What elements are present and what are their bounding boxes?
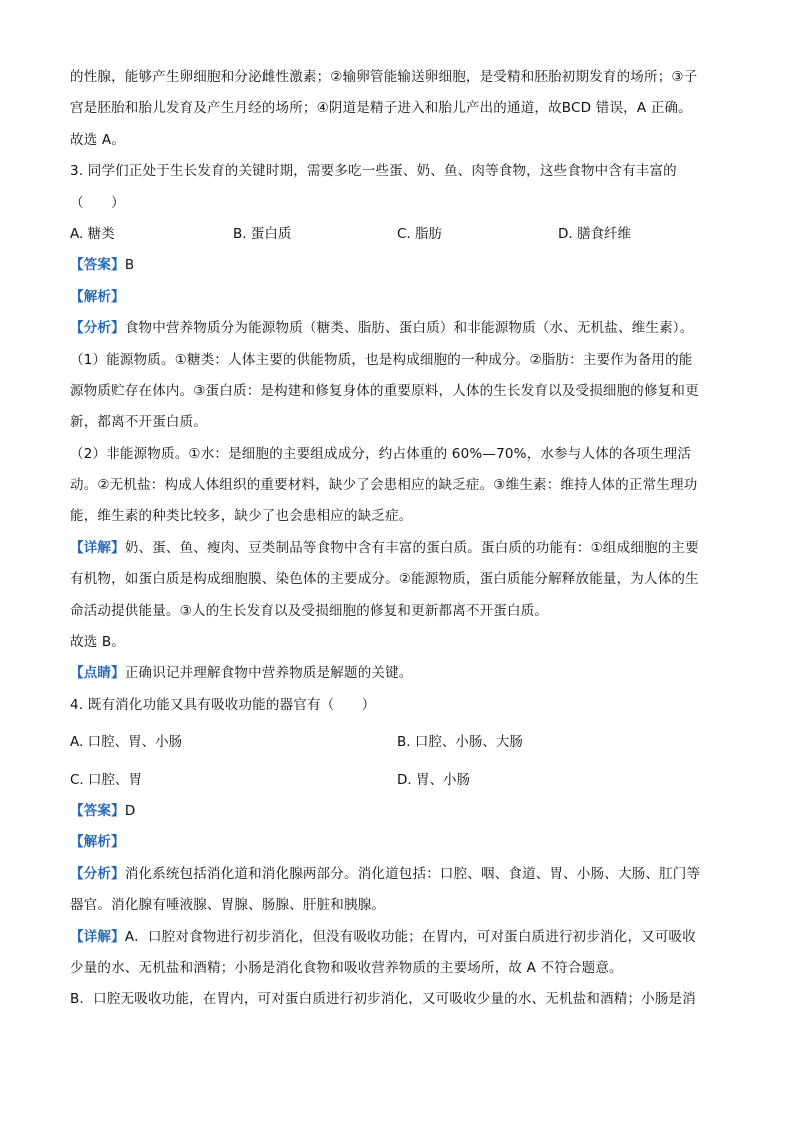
text-line: 动。②无机盐：构成人体组织的重要材料，缺少了会患相应的缺乏症。③维生素：维持人体的正常生理功	[70, 477, 698, 494]
option-a: A. 口腔、胃、小肠	[70, 734, 183, 751]
text-line: 故选 A。	[70, 131, 126, 148]
text-line: 的性腺，能够产生卵细胞和分泌雌性激素；②输卵管能输送卵细胞，是受精和胚胎初期发育的场所；③子	[70, 69, 698, 85]
text-line: 能，维生素的种类比较多，缺少了也会患相应的缺乏症。	[70, 508, 413, 525]
option-d: D. 胃、小肠	[397, 771, 470, 788]
text-line: 新，都离不开蛋白质。	[70, 414, 207, 431]
detail-line: 【详解】奶、蛋、鱼、瘦肉、豆类制品等食物中含有丰富的蛋白质。蛋白质的功能有：①组成细胞的主要	[70, 539, 699, 556]
analysis-heading: 【解析】	[70, 834, 125, 851]
question-4-options-row2	[70, 765, 720, 796]
option-b: B. 口腔、小肠、大肠	[397, 734, 523, 751]
answer-line	[70, 250, 720, 281]
option-a: A. 糖类	[70, 225, 115, 242]
detail-line: 【详解】A．口腔对食物进行初步消化，但没有吸收功能；在胃内，可对蛋白质进行初步消化，又可吸收	[70, 928, 696, 945]
text-line: 故选 B。	[70, 634, 126, 651]
analysis-line: 【分析】食物中营养物质分为能源物质（糖类、脂肪、蛋白质）和非能源物质（水、无机盐、维生素）。	[70, 320, 694, 337]
analysis-line: 【分析】消化系统包括消化道和消化腺两部分。消化道包括：口腔、咽、食道、胃、小肠、大肠、肛门等	[70, 865, 701, 882]
option-b: B. 蛋白质	[233, 225, 292, 242]
text-line: （1）能源物质。①糖类：人体主要的供能物质，也是构成细胞的一种成分。②脂肪：主要作为备用的能	[70, 351, 693, 368]
option-c: C. 口腔、胃	[70, 771, 143, 788]
option-c: C. 脂肪	[397, 225, 443, 242]
text-line: （2）非能源物质。①水：是细胞的主要组成成分，约占体重的 60%—70%，水参与人体的各项生理活	[70, 445, 692, 462]
question-3-options	[70, 219, 720, 250]
answer-value: B	[124, 257, 135, 274]
text-line: 少量的水、无机盐和酒精；小肠是消化食物和吸收营养物质的主要场所，故 A 不符合题意。	[70, 959, 623, 976]
text-line: 源物质贮存在体内。③蛋白质：是构建和修复身体的重要原料，人体的生长发育以及受损细胞的修复和更	[70, 382, 699, 399]
analysis-heading: 【解析】	[70, 288, 125, 305]
text-line: 器官。消化腺有唾液腺、胃腺、肠腺、肝脏和胰腺。	[70, 897, 386, 914]
question-4-options-row1	[70, 727, 720, 758]
text-line: B．口腔无吸收功能，在胃内，可对蛋白质进行初步消化，又可吸收少量的水、无机盐和酒精；小肠是消	[70, 991, 696, 1008]
text-line: 有机物，如蛋白质是构成细胞膜、染色体的主要成分。②能源物质，蛋白质能分解释放能量，为人体的生	[70, 571, 699, 588]
question-3-paren: （ ）	[70, 194, 125, 211]
answer-value: D	[124, 802, 136, 819]
question-3-stem: 3. 同学们正处于生长发育的关键时期，需要多吃一些蛋、奶、鱼、肉等食物，这些食物中含有丰富的	[70, 163, 677, 180]
text-line: 命活动提供能量。③人的生长发育以及受损细胞的修复和更新都离不开蛋白质。	[70, 602, 549, 619]
option-d: D. 膳食纤维	[558, 225, 631, 242]
comment-line: 【点睛】正确识记并理解食物中营养物质是解题的关键。	[70, 665, 413, 682]
document-page	[70, 62, 720, 1016]
text-line: 宫是胚胎和胎儿发育及产生月经的场所；④阴道是精子进入和胎儿产出的通道，故BCD 错误，A 正确。	[70, 100, 692, 117]
question-4-stem: 4. 既有消化功能又具有吸收功能的器官有（ ）	[70, 696, 376, 713]
answer-line: 【答案】D	[70, 802, 136, 819]
answer-tag: 【答案】	[70, 257, 125, 274]
